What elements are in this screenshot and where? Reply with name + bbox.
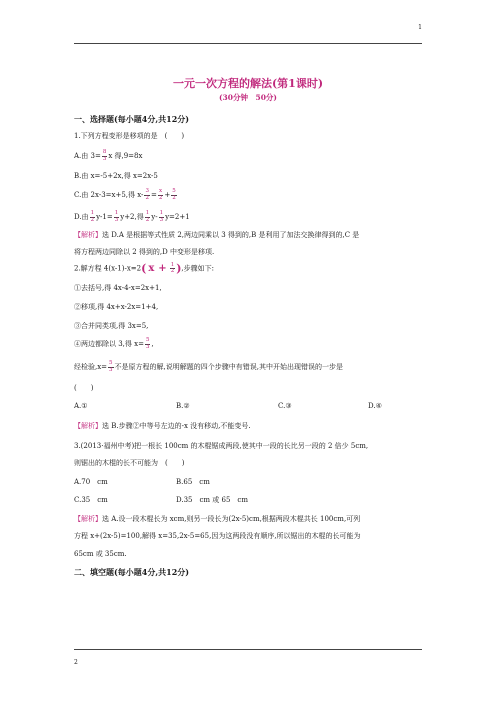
q1-stem: 1.下列方程变形是移项的是 ( ) bbox=[74, 132, 185, 140]
q1-option-d: D.由 $\frac{1}{2}$ y-1= $\frac{1}{3}$ y+2,得 $\frac{1}{2}$ y- $\frac{1}{3}$ y=2+1 bbox=[74, 210, 190, 223]
q1-option-a: A.由 3= $\frac{8}{3}$ x 得,9=8x bbox=[74, 149, 143, 162]
q3-analysis-line-3: 65cm 或 35cm. bbox=[74, 550, 127, 558]
page-number-bottom: 2 bbox=[74, 659, 78, 666]
q1-option-c: C.由 2x-3=x+5,得 x- $\frac{3}{2}$ = $\frac{x}{2}$ + $\frac{5}{2}$ bbox=[74, 188, 176, 201]
document-subtitle: (30分钟 50分) bbox=[219, 93, 277, 102]
fraction: $\frac{1}{2}$ bbox=[170, 261, 175, 274]
document-title: 一元一次方程的解法(第1课时) bbox=[172, 77, 324, 90]
fraction: $\frac{x}{2}$ bbox=[158, 188, 163, 201]
q2-option-d: D.④ bbox=[368, 402, 382, 410]
q3-option-c: C.35 cm bbox=[74, 496, 108, 504]
q3-option-a: A.70 cm bbox=[74, 478, 108, 486]
q2-answer-blank: ( ) bbox=[74, 384, 94, 392]
q3-analysis-line-2: 方程 x+(2x-5)=100,解得 x=35,2x-5=65,因为这两段没有顺序,所以锯出的木棍的长可能为 bbox=[74, 532, 361, 540]
fraction: $\frac{1}{2}$ bbox=[90, 210, 95, 223]
section-heading-fill-in: 二、填空题(每小题4分,共12分) bbox=[74, 567, 190, 577]
q2-analysis: 【解析】选 B.步骤②中等号左边的-x 没有移动,不能变号. bbox=[74, 422, 251, 430]
page-number-top: 1 bbox=[418, 24, 422, 31]
footer-rule bbox=[74, 649, 422, 650]
section-heading-choice: 一、选择题(每小题4分,共12分) bbox=[74, 114, 190, 124]
q1-analysis-line-1: 【解析】选 D.A 是根据等式性质 2,两边同乘以 3 得到的,B 是利用了加法交换律得到的,C 是 bbox=[74, 231, 360, 239]
q3-analysis-line-1: 【解析】选 A.设一段木棍长为 xcm,则另一段长为(2x-5)cm,根据两段木棍共长 100cm,可列 bbox=[74, 515, 361, 523]
q1-analysis-line-2: 将方程两边同除以 2 得到的,D 中变形是移项. bbox=[74, 248, 215, 256]
fraction: $\frac{5}{3}$ bbox=[145, 337, 150, 350]
q2-option-a: A.① bbox=[74, 402, 88, 410]
q2-option-c: C.③ bbox=[278, 402, 292, 410]
fraction: $\frac{1}{2}$ bbox=[145, 210, 150, 223]
analysis-tag: 【解析】 bbox=[74, 231, 102, 239]
q3-stem-line-2: 则锯出的木棍的长不可能为 ( ) bbox=[74, 459, 185, 467]
q2-stem: 2.解方程 4(x-1)-x=2( x + $\frac{1}{2}$ ),步骤如下: bbox=[74, 261, 214, 275]
header-rule bbox=[74, 43, 422, 44]
analysis-tag: 【解析】 bbox=[74, 515, 102, 523]
q1-option-b: B.由 x=-5+2x,得 x=2x-5 bbox=[74, 172, 158, 180]
analysis-tag: 【解析】 bbox=[74, 422, 102, 430]
q2-check: 经检验,x= $\frac{5}{3}$ 不是原方程的解,说明解题的四个步骤中有错误,其中开始出现错误的一步是 bbox=[74, 360, 343, 373]
q2-option-b: B.② bbox=[176, 402, 190, 410]
q3-stem-line-1: 3.(2013·福州中考)把一根长 100cm 的木棍锯成两段,使其中一段的长比另一段的 2 倍少 5cm, bbox=[74, 442, 369, 450]
q2-step-4: ④两边都除以 3,得 x= $\frac{5}{3}$ , bbox=[74, 337, 154, 350]
fraction: $\frac{5}{3}$ bbox=[109, 360, 113, 373]
q2-step-1: ①去括号,得 4x-4-x=2x+1, bbox=[74, 284, 162, 292]
fraction: $\frac{1}{3}$ bbox=[159, 210, 164, 223]
q3-option-d: D.35 cm 或 65 cm bbox=[176, 496, 248, 504]
fraction: $\frac{3}{2}$ bbox=[145, 188, 149, 201]
q2-step-2: ②移项,得 4x+x-2x=1+4, bbox=[74, 303, 159, 311]
fraction: $\frac{8}{3}$ bbox=[102, 149, 107, 162]
fraction: $\frac{5}{2}$ bbox=[172, 188, 176, 201]
q2-step-3: ③合并同类项,得 3x=5, bbox=[74, 322, 149, 330]
fraction: $\frac{1}{3}$ bbox=[114, 210, 119, 223]
q3-option-b: B.65 cm bbox=[176, 478, 210, 486]
